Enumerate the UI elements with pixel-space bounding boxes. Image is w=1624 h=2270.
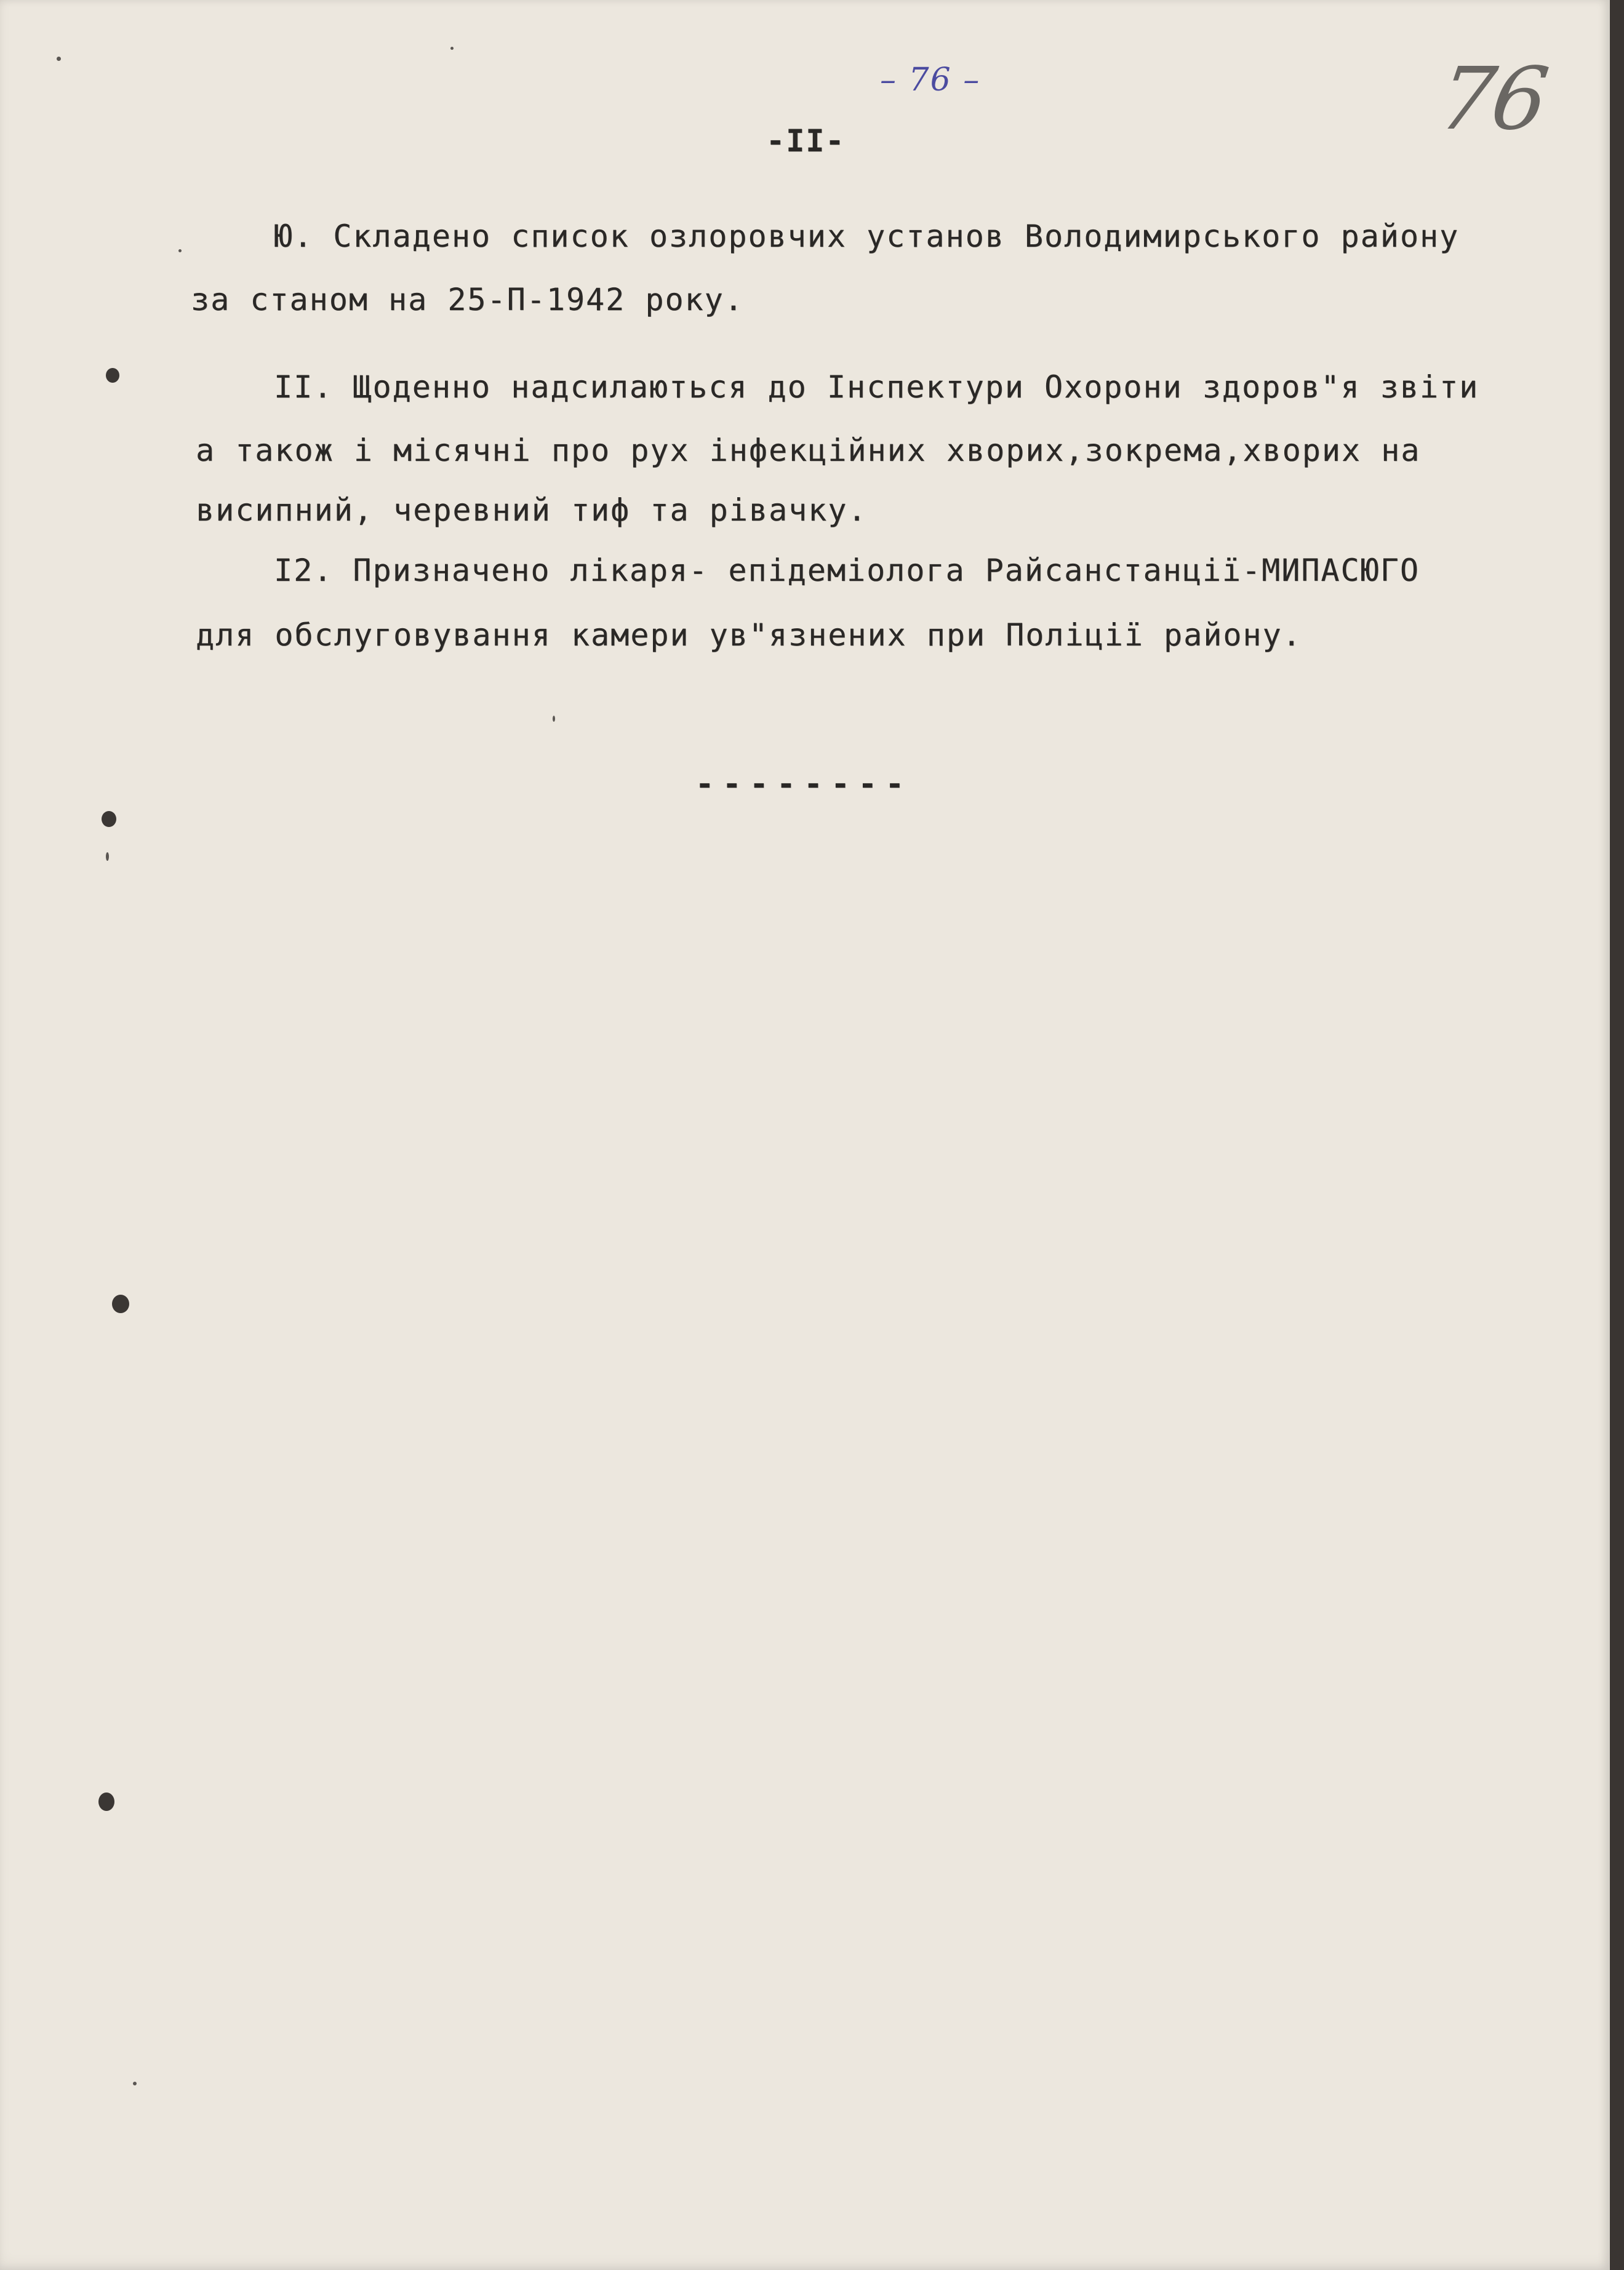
binding-hole <box>102 811 116 827</box>
paper-speck <box>106 852 109 861</box>
paper-speck <box>553 716 555 722</box>
paragraph-10-line-2: за станом на 25-П-1942 року. <box>191 282 744 318</box>
page-heading: -II- <box>766 123 846 159</box>
paragraph-11-line-2: а також і місячні про рух інфекційних хворих,зокрема,хворих на <box>196 433 1421 468</box>
paragraph-12-line-2: для обслуговування камери ув"язнених при Поліції району. <box>196 617 1302 653</box>
paragraph-11-line-1: II. Щоденно надсилаються до Інспектури Охорони здоров"я звіти <box>274 369 1479 405</box>
paragraph-12-line-1: I2. Призначено лікаря- епідеміолога Райсанстанції-МИПАСЮГО <box>274 553 1420 588</box>
binding-hole <box>106 368 119 383</box>
paragraph-10-line-1: Ю. Складено список озлоровчих установ Володимирського району <box>274 218 1460 254</box>
paragraph-11-line-3: висипний, черевний тиф та рівачку. <box>196 492 868 528</box>
archive-page-number: 76 <box>1433 49 1552 150</box>
binding-hole <box>98 1792 114 1811</box>
paper-speck <box>178 249 182 252</box>
scanner-edge <box>1610 0 1624 2270</box>
paper-speck <box>450 47 454 50</box>
folio-mark: – 76 – <box>880 62 981 98</box>
binding-hole <box>112 1295 129 1313</box>
paper-speck <box>133 2082 137 2085</box>
end-rule: -------- <box>695 766 913 802</box>
paper-speck <box>57 57 61 61</box>
